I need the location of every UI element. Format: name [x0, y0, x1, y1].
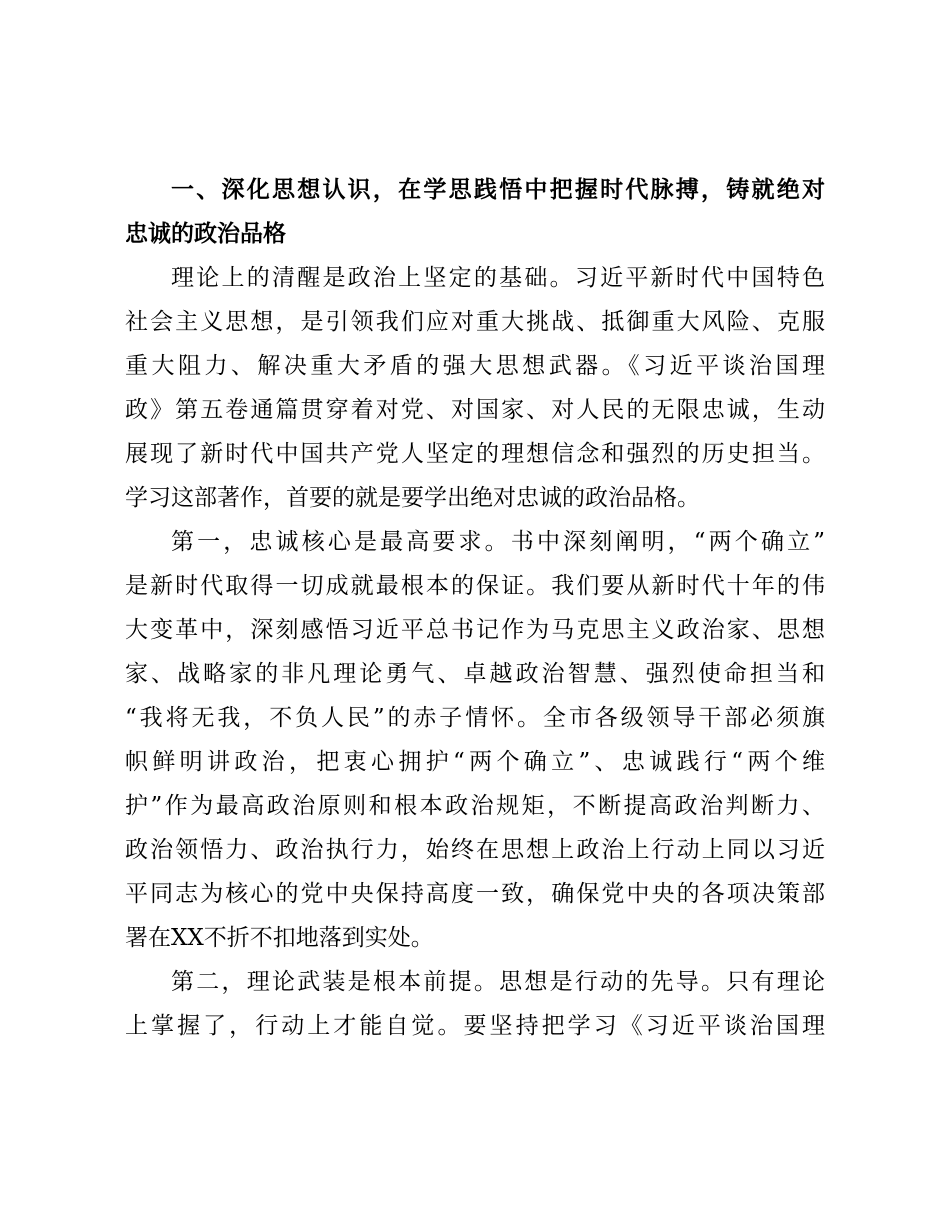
heading-line: 一、深化思想认识，在学思践悟中把握时代脉搏，铸就绝对: [171, 177, 825, 203]
paragraph-second-point: [125, 960, 825, 1048]
text-line: 大变革中，深刻感悟习近平总书记作为马克思主义政治家、思想: [125, 617, 825, 643]
text-line: 第二，理论武装是根本前提。思想是行动的先导。只有理论: [171, 969, 825, 995]
heading-line: 忠诚的政治品格: [125, 221, 286, 247]
text-line: 政》第五卷通篇贯穿着对党、对国家、对人民的无限忠诚，生动: [125, 397, 825, 423]
text-line: 护”作为最高政治原则和根本政治规矩，不断提高政治判断力、: [125, 793, 825, 819]
text-line: 学习这部著作，首要的就是要学出绝对忠诚的政治品格。: [125, 485, 700, 511]
text-line: 家、战略家的非凡理论勇气、卓越政治智慧、强烈使命担当和: [125, 661, 825, 687]
text-line: 重大阻力、解决重大矛盾的强大思想武器。《习近平谈治国理: [125, 353, 825, 379]
text-line: 理论上的清醒是政治上坚定的基础。习近平新时代中国特色: [171, 265, 825, 291]
text-line: 署在XX不折不扣地落到实处。: [125, 925, 434, 951]
text-line: 第一，忠诚核心是最高要求。书中深刻阐明，“两个确立”: [171, 529, 825, 555]
text-line: 上掌握了，行动上才能自觉。要坚持把学习《习近平谈治国理: [125, 1013, 825, 1039]
text-line: 帜鲜明讲政治，把衷心拥护“两个确立”、忠诚践行“两个维: [125, 749, 825, 775]
section-heading: [125, 168, 825, 256]
text-line: 展现了新时代中国共产党人坚定的理想信念和强烈的历史担当。: [125, 441, 825, 467]
text-line: 是新时代取得一切成就最根本的保证。我们要从新时代十年的伟: [125, 573, 825, 599]
text-line: 政治领悟力、政治执行力，始终在思想上政治上行动上同以习近: [125, 837, 825, 863]
text-line: “我将无我，不负人民”的赤子情怀。全市各级领导干部必须旗: [125, 705, 825, 731]
paragraph-first-point: [125, 520, 825, 960]
document-body: [125, 168, 825, 1048]
text-line: 平同志为核心的党中央保持高度一致，确保党中央的各项决策部: [125, 881, 825, 907]
text-line: 社会主义思想，是引领我们应对重大挑战、抵御重大风险、克服: [125, 309, 825, 335]
paragraph-intro: [125, 256, 825, 520]
